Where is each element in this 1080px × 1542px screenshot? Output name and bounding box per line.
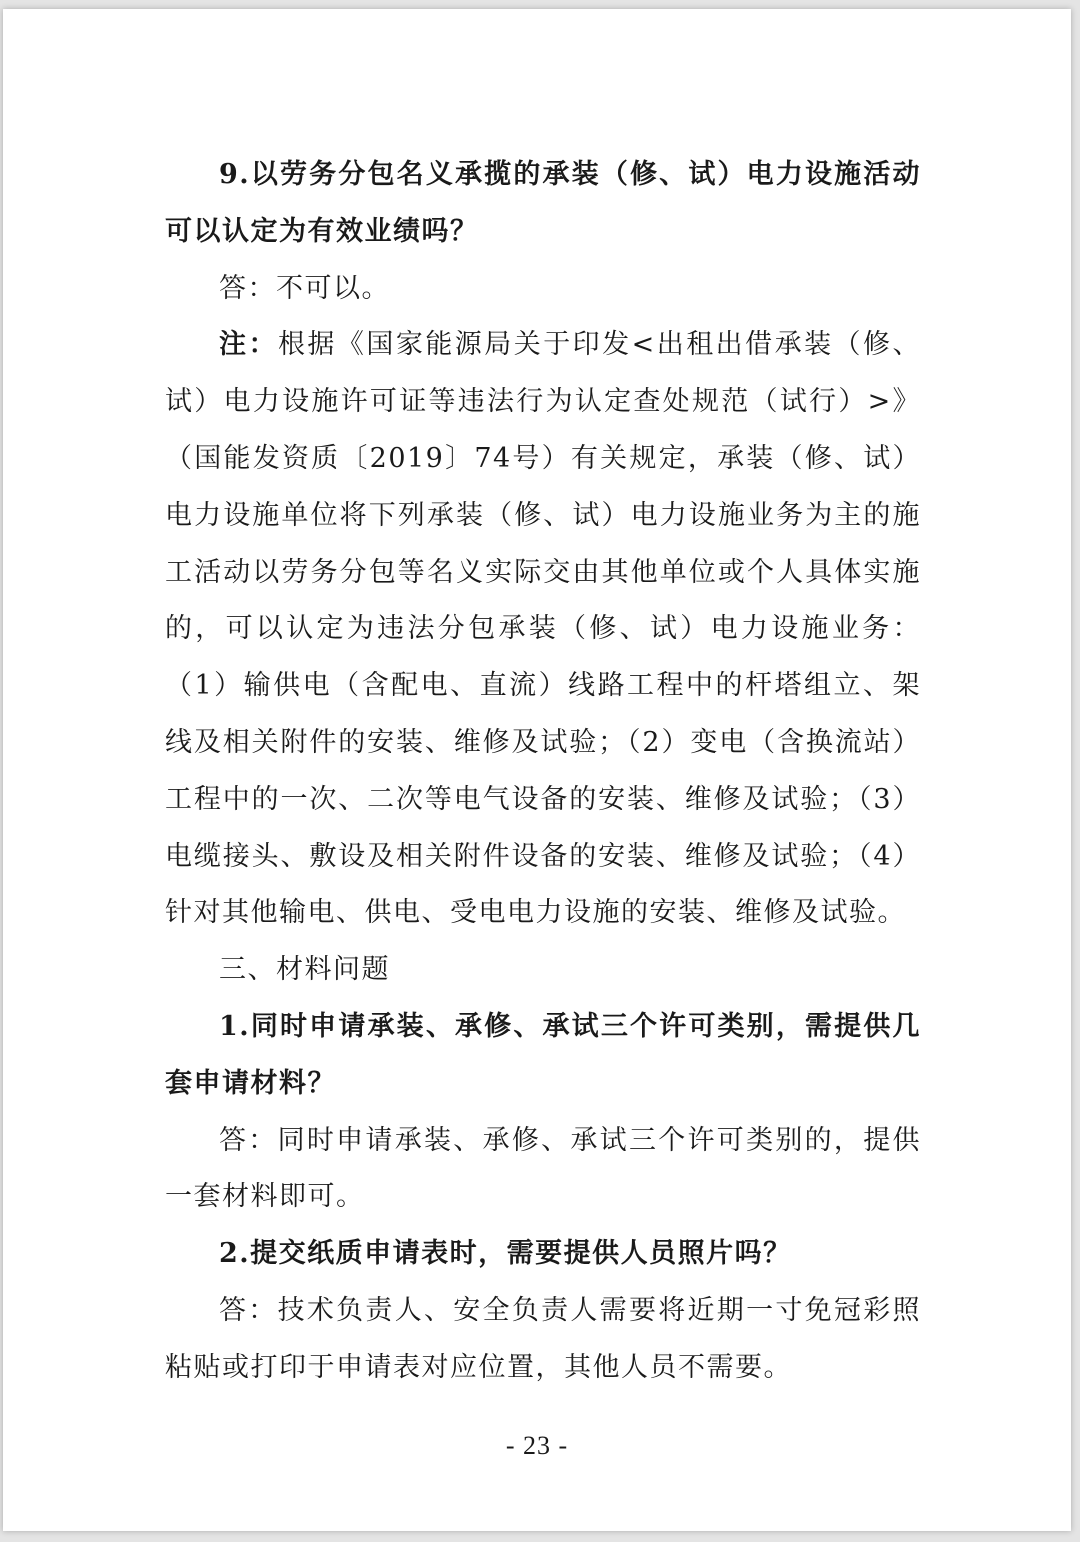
section-heading: 三、材料问题 — [219, 954, 390, 986]
s3-q1-question: 1.同时申请承装、承修、承试三个许可类别，需提供几套申请材料？ — [165, 1010, 921, 1099]
note-text: 根据《国家能源局关于印发<出租出借承装（修、试）电力设施许可证等违法行为认定查处规范（试行）>》（国能发资质〔2019〕74号）有关规定，承装（修、试）电力设施单位将下列承装（修、试）电力设施业务为主的施工活动以劳务分包等名义实际交由其他单位或个人具体实施的，可以认定为违法分包承装（修、试）电力设施业务：（1）输供电（含配电、直流）线路工程中的杆塔组立、架线及相关附件的安装、维修及试验；（2）变电（含换流站）工程中的一次、二次等电气设备的安装、维修及试验；（3）电缆接头、敷设及相关附件设备的安装、维修及试验；（4）针对其他输电、供电、受电电力设施的安装、维修及试验。 — [165, 329, 922, 929]
page-number: - 23 - — [505, 1431, 569, 1460]
s3-q2-question: 2.提交纸质申请表时，需要提供人员照片吗？ — [219, 1238, 792, 1270]
s3-q2-answer: 答：技术负责人、安全负责人需要将近期一寸免冠彩照粘贴或打印于申请表对应位置，其他人员不需要。 — [165, 1294, 921, 1383]
q9-question: 9.以劳务分包名义承揽的承装（修、试）电力设施活动可以认定为有效业绩吗？ — [165, 159, 921, 247]
s3-q1-answer: 答：同时申请承装、承修、承试三个许可类别的，提供一套材料即可。 — [165, 1124, 921, 1213]
q9-note — [165, 317, 921, 942]
note-label: 注： — [219, 329, 278, 361]
document-page — [3, 9, 1071, 1531]
page-content — [165, 147, 921, 1397]
q9-answer: 答：不可以。 — [219, 272, 390, 304]
